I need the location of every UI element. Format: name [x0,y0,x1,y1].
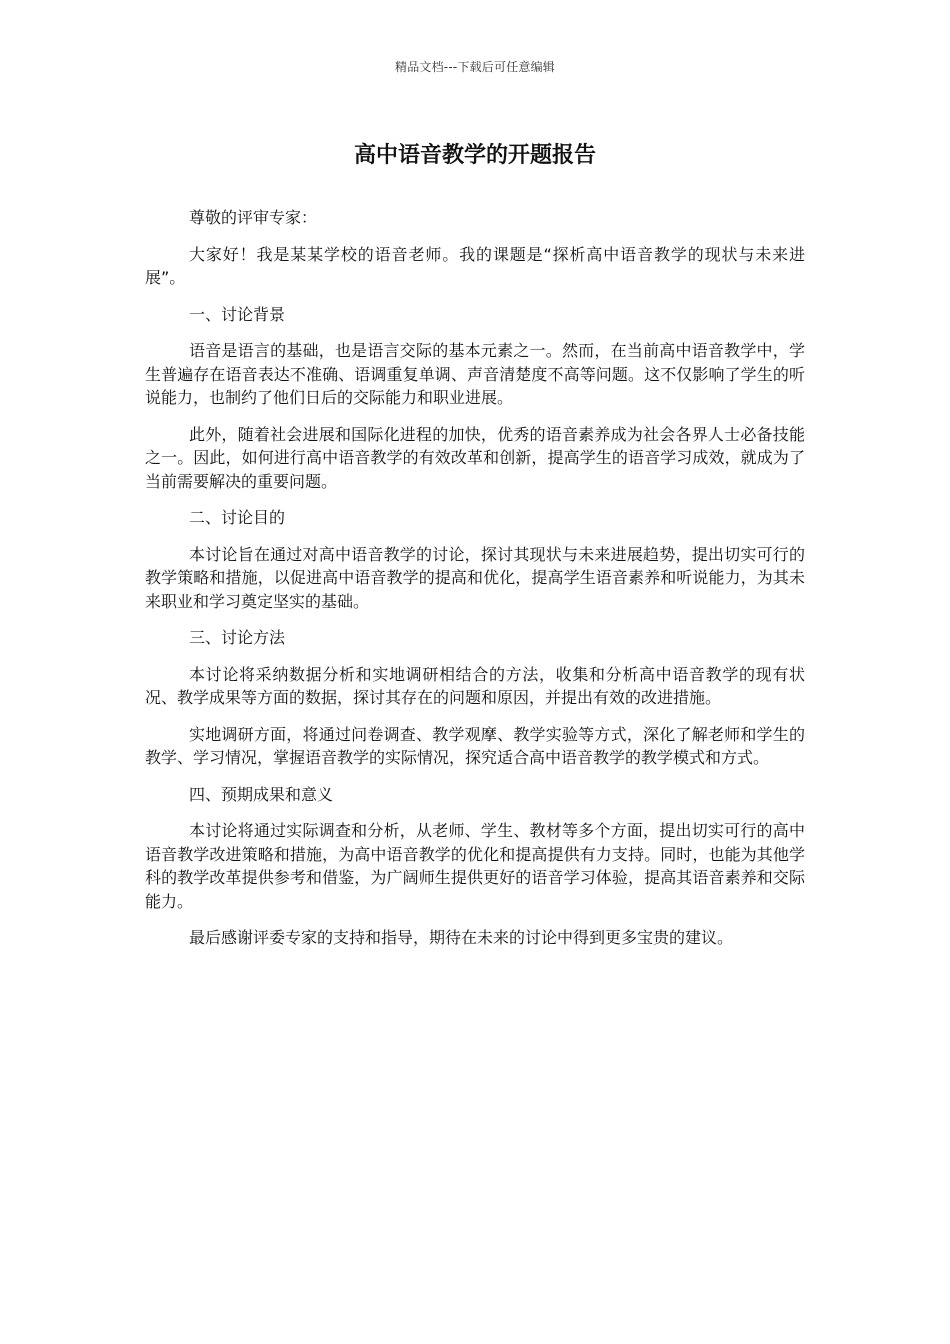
closing-paragraph: 最后感谢评委专家的支持和指导，期待在未来的讨论中得到更多宝贵的建议。 [189,928,734,947]
document-body [145,206,805,963]
section-heading-purpose: 二、讨论目的 [189,508,286,527]
section-heading-outcomes: 四、预期成果和意义 [189,784,334,804]
intro-paragraph: 大家好！我是某某学校的语音老师。我的课题是“探析高中语音教学的现状与未来进展”。 [145,244,805,287]
background-paragraph-1: 语音是语言的基础，也是语言交际的基本元素之一。然而，在当前高中语音教学中，学生普遍存在语音表达不准确、语调重复单调、声音清楚度不高等问题。这不仅影响了学生的听说能力，也制约了他们日后的交际能力和职业进展。 [145,341,805,407]
section-heading-method: 三、讨论方法 [189,628,286,647]
background-paragraph-2: 此外，随着社会进展和国际化进程的加快，优秀的语音素养成为社会各界人士必备技能之一。因此，如何进行高中语音教学的有效改革和创新，提高学生的语音学习成效，就成为了当前需要解决的重要问题。 [145,424,805,491]
salutation: 尊敬的评审专家： [189,208,318,227]
method-paragraph-1: 本讨论将采纳数据分析和实地调研相结合的方法，收集和分析高中语音教学的现有状况、教学成果等方面的数据，探讨其存在的问题和原因，并提出有效的改进措施。 [145,664,805,707]
document-title: 高中语音教学的开题报告 [353,143,596,168]
outcomes-paragraph: 本讨论将通过实际调查和分析，从老师、学生、教材等多个方面，提出切实可行的高中语音教学改进策略和措施，为高中语音教学的优化和提高提供有力支持。同时，也能为其他学科的教学改革提供参考和借鉴，为广阔师生提供更好的语音学习体验，提高其语音素养和交际能力。 [145,821,805,911]
header-note: 精品文档---下载后可任意编辑 [395,60,555,74]
section-heading-background: 一、讨论背景 [189,304,286,324]
method-paragraph-2: 实地调研方面，将通过问卷调查、教学观摩、教学实验等方式，深化了解老师和学生的教学、学习情况，掌握语音教学的实际情况，探究适合高中语音教学的教学模式和方式。 [145,724,805,767]
purpose-paragraph: 本讨论旨在通过对高中语音教学的讨论，探讨其现状与未来进展趋势，提出切实可行的教学策略和措施，以促进高中语音教学的提高和优化，提高学生语音素养和听说能力，为其未来职业和学习奠定坚实的基础。 [145,544,805,611]
